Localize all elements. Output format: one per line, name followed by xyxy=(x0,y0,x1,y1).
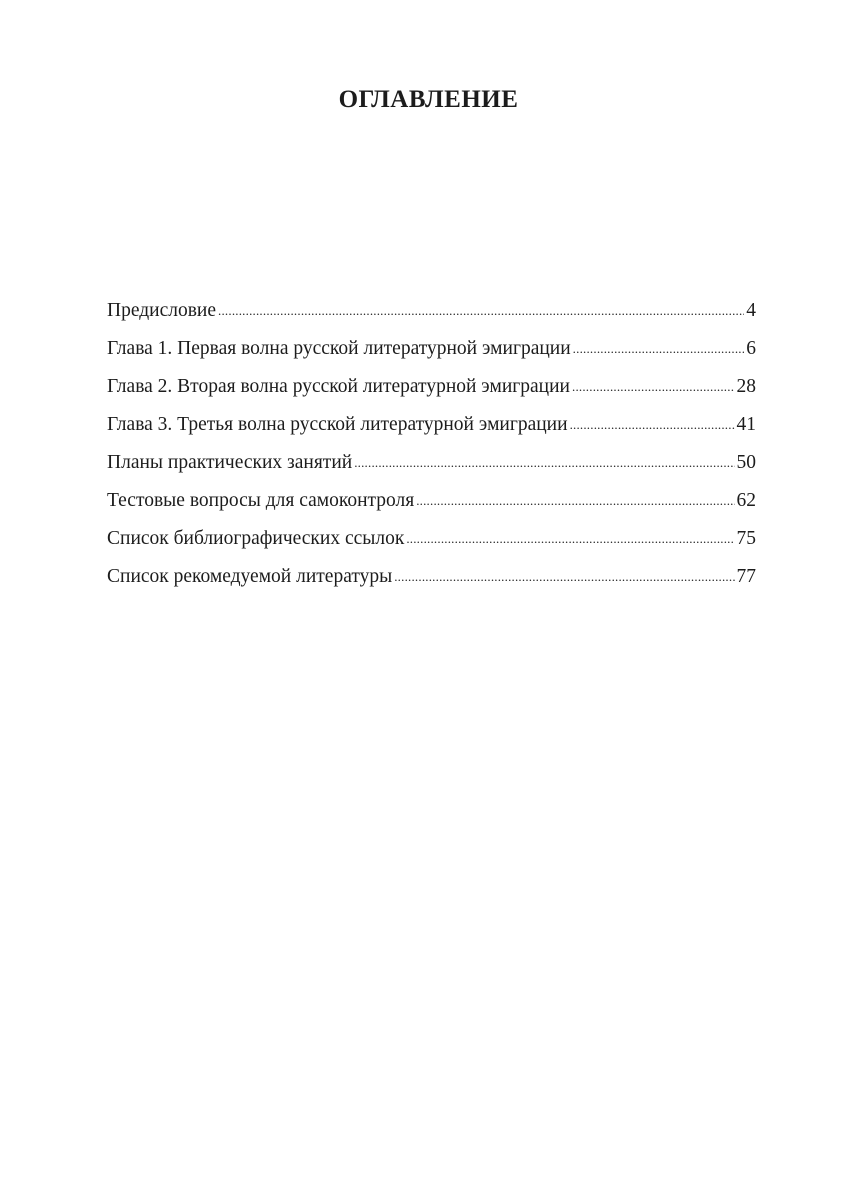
toc-dot-leader xyxy=(406,524,734,553)
toc-entry-page-number: 4 xyxy=(746,300,756,321)
toc-entry-bibliography[interactable] xyxy=(107,525,756,563)
toc-entry-title: Предисловие xyxy=(107,300,217,321)
toc-entry-page-number: 41 xyxy=(736,414,756,435)
toc-entry-title: Глава 1. Первая волна русской литературной эмиграции xyxy=(107,338,571,359)
toc-entry-preface[interactable] xyxy=(107,297,756,335)
toc-dot-leader xyxy=(416,486,734,515)
toc-entry-chapter-1[interactable] xyxy=(107,335,756,373)
table-of-contents xyxy=(107,297,756,601)
toc-entry-title: Планы практических занятий xyxy=(107,452,353,473)
toc-entry-chapter-3[interactable] xyxy=(107,411,756,449)
toc-entry-page-number: 62 xyxy=(736,490,756,511)
toc-entry-chapter-2[interactable] xyxy=(107,373,756,411)
toc-dot-leader xyxy=(394,562,734,591)
toc-dot-leader xyxy=(570,410,735,439)
toc-entry-page-number: 77 xyxy=(736,566,756,587)
toc-entry-title: Глава 2. Вторая волна русской литературной эмиграции xyxy=(107,376,570,397)
toc-entry-title: Тестовые вопросы для самоконтроля xyxy=(107,490,415,511)
toc-entry-practical-plans[interactable] xyxy=(107,449,756,487)
toc-entry-page-number: 50 xyxy=(736,452,756,473)
toc-entry-test-questions[interactable] xyxy=(107,487,756,525)
toc-dot-leader xyxy=(354,448,734,477)
toc-dot-leader xyxy=(218,296,744,325)
toc-entry-title: Список рекомедуемой литературы xyxy=(107,566,393,587)
page-title: ОГЛАВЛЕНИЕ xyxy=(338,86,519,113)
toc-entry-page-number: 6 xyxy=(746,338,756,359)
toc-dot-leader xyxy=(572,372,735,401)
toc-entry-page-number: 75 xyxy=(736,528,756,549)
toc-entry-title: Список библиографических ссылок xyxy=(107,528,405,549)
toc-entry-title: Глава 3. Третья волна русской литературной эмиграции xyxy=(107,414,568,435)
toc-entry-page-number: 28 xyxy=(736,376,756,397)
toc-dot-leader xyxy=(573,334,745,363)
toc-entry-recommended-literature[interactable] xyxy=(107,563,756,601)
